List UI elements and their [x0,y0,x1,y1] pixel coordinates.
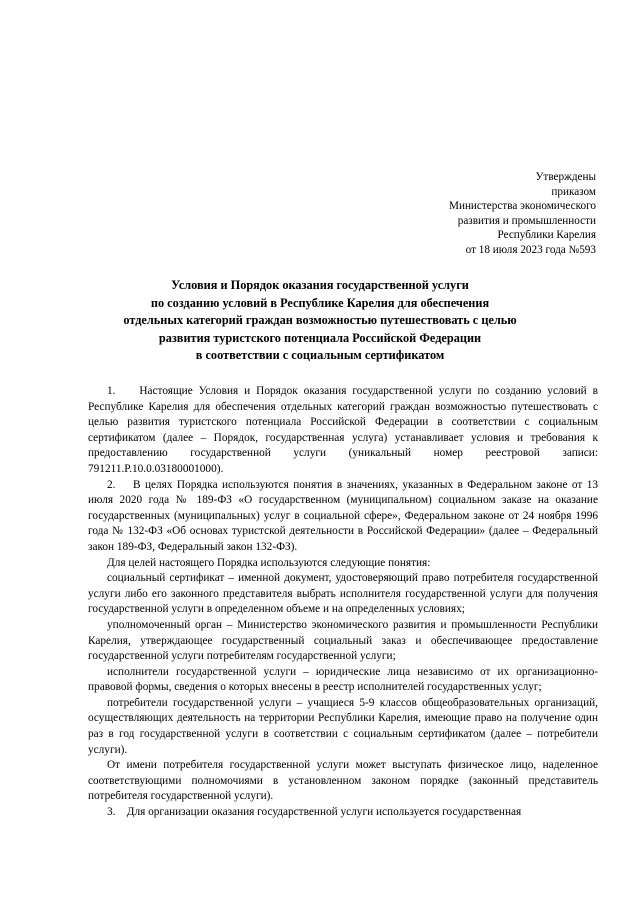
approval-line: Министерства экономического [449,200,596,212]
approval-line: развития и промышленности [457,214,596,227]
approval-stamp [449,170,596,257]
paragraph: уполномоченный орган – Министерство экономического развития и промышленности Республики Карелия, утверждающее государственный социальный заказ и обеспечивающее предоставление государственной услуги потребителям государственной услуги; [88,618,598,663]
approval-line: от 18 июля 2023 года №593 [465,243,596,256]
paragraph: 3. Для организации оказания государственной услуги используется государственная [107,806,522,819]
paragraph: Для целей настоящего Порядка используются следующие понятия: [107,556,431,569]
document-title [60,277,580,365]
paragraph: исполнители государственной услуги – юридические лица независимо от их организационно-правовой формы, сведения о которых внесены в реестр исполнителей государственных услуг; [88,665,598,694]
approval-line: Утверждены [535,171,596,183]
title-line: по созданию условий в Республике Карелия для обеспечения [150,295,490,310]
title-line: развития туристского потенциала Российской Федерации [158,330,482,345]
approval-line: приказом [551,185,596,198]
title-line: в соответствии с социальным сертификатом [195,348,445,363]
paragraph: От имени потребителя государственной услуги может выступать физическое лицо, наделенное соответствующими полномочиями в установленном законом порядке (законный представитель потребителя государственной услуги). [88,759,598,803]
paragraph: 2. В целях Порядка используются понятия в значениях, указанных в Федеральном законе от 13 июля 2020 года № 189-ФЗ «О государственном (муниципальном) социальном заказе на оказание государственных (муниципальных) услуг в социальной сфере», Федеральном законе от 24 ноября 1996 года № 132-ФЗ «Об основах туристской деятельности в Российской Федерации» (далее – Федеральный закон 189-ФЗ, Федеральный закон 132-ФЗ). [88,478,598,553]
paragraph: потребители государственной услуги – учащиеся 5-9 классов общеобразовательных организаций, осуществляющих деятельность на территории Республики Карелия, имеющие право на получение один раз в год государственной услуги в соответствии с социальным сертификатом (далее – потребители услуги). [88,696,598,756]
paragraph: социальный сертификат – именной документ, удостоверяющий право потребителя государственной услуги либо его законного представителя выбрать исполнителя государственной услуги для получения государственной услуги в определенном объеме и на определенных условиях; [88,572,598,616]
paragraph: 1. Настоящие Условия и Порядок оказания государственной услуги по созданию условий в Республике Карелия для обеспечения отдельных категорий граждан возможностью путешествовать с целью развития туристского потенциала Российской Федерации в соответствии с социальным сертификатом (далее – Порядок, государственная услуга) устанавливает условия и требования к предоставлению государственной услуги (уникальный номер реестровой записи: 791211.Р.10.0.03180001000). [88,385,598,475]
title-line: Условия и Порядок оказания государственной услуги [171,278,469,292]
document-body [88,384,598,821]
title-line: отдельных категорий граждан возможностью путешествовать с целью [123,313,517,328]
approval-line: Республики Карелия [497,229,596,241]
